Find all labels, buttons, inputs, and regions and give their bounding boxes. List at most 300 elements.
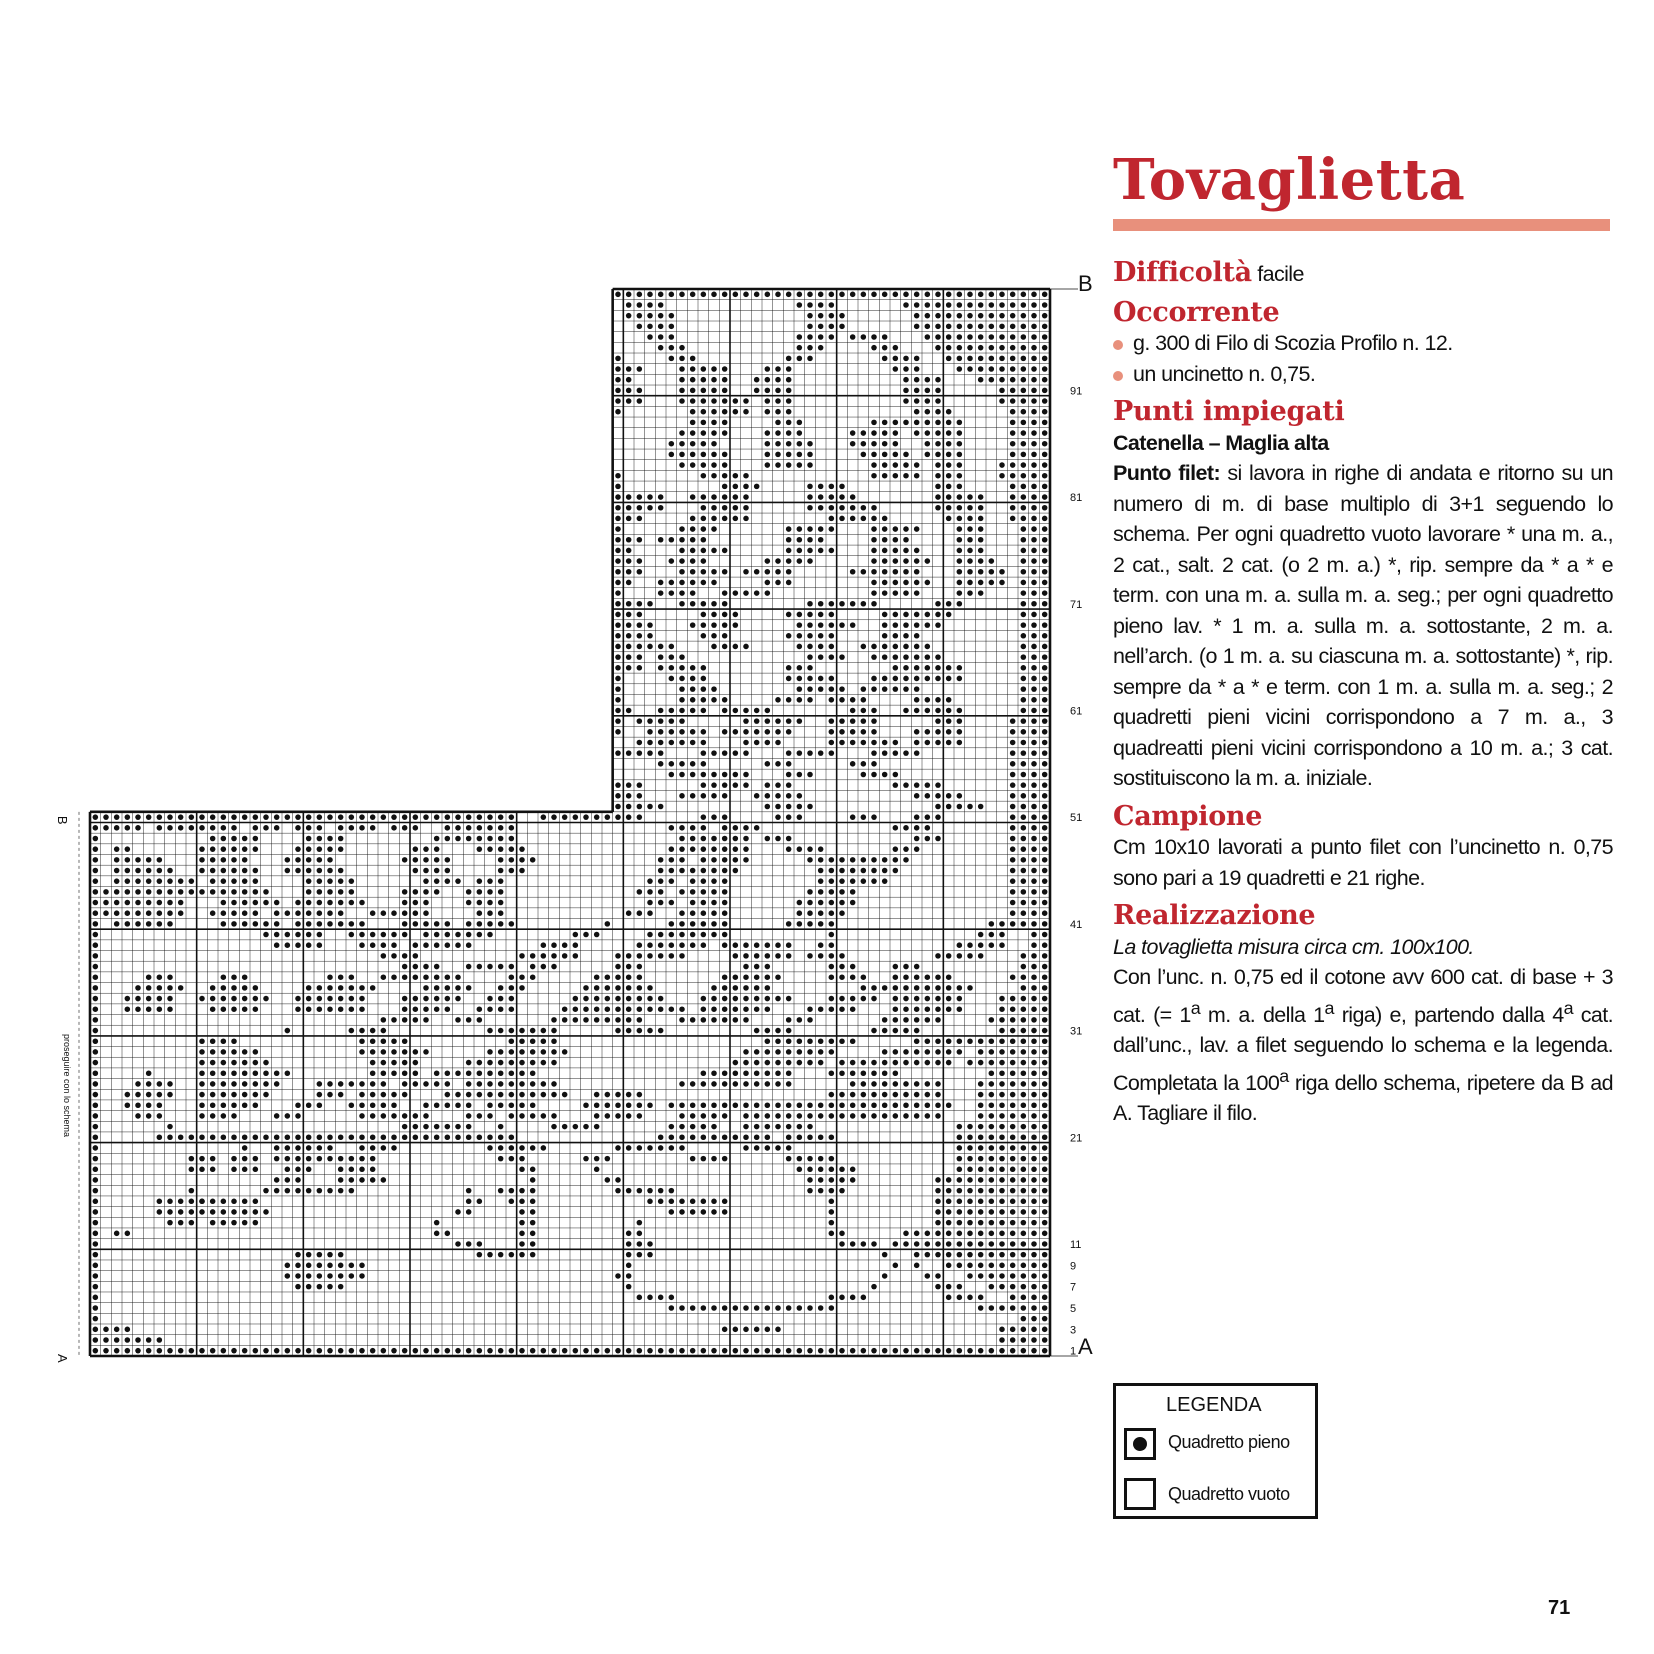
filled-square-dot [690,793,696,799]
filled-square-dot [157,1092,163,1098]
filled-square-dot [594,1113,600,1119]
filled-square-dot [679,857,685,863]
filled-square-dot [797,558,803,564]
filled-square-dot [167,985,173,991]
filled-square-dot [541,1038,547,1044]
filled-square-dot [1031,601,1037,607]
filled-square-dot [1021,900,1027,906]
filled-square-dot [786,1028,792,1034]
filled-square-dot [903,377,909,383]
filled-square-dot [765,996,771,1002]
filled-square-dot [402,974,408,980]
filled-square-dot [637,1102,643,1108]
filled-square-dot [1031,676,1037,682]
filled-square-dot [519,1113,525,1119]
filled-square-dot [701,633,707,639]
filled-square-dot [871,516,877,522]
filled-square-dot [359,1006,365,1012]
filled-square-dot [530,1049,536,1055]
filled-square-dot [306,1263,312,1269]
filled-square-dot [946,601,952,607]
filled-square-dot [135,910,141,916]
filled-square-dot [349,974,355,980]
filled-square-dot [775,1113,781,1119]
filled-square-dot [1042,676,1048,682]
filled-square-dot [669,676,675,682]
filled-square-dot [605,1102,611,1108]
filled-square-dot [893,462,899,468]
filled-square-dot [1021,484,1027,490]
filled-square-dot [413,1070,419,1076]
filled-square-dot [690,1113,696,1119]
filled-square-dot [807,462,813,468]
filled-square-dot [690,868,696,874]
filled-square-dot [637,1017,643,1023]
filled-square-dot [711,430,717,436]
filled-square-dot [1021,1337,1027,1343]
filled-square-dot [989,1124,995,1130]
filled-square-dot [647,804,653,810]
filled-square-dot [733,985,739,991]
filled-square-dot [946,430,952,436]
filled-square-dot [967,1241,973,1247]
filled-square-dot [786,697,792,703]
filled-square-dot [434,932,440,938]
filled-square-dot [349,878,355,884]
filled-square-dot [487,996,493,1002]
filled-square-dot [210,814,216,820]
filled-square-dot [466,836,472,842]
filled-square-dot [146,1092,152,1098]
filled-square-dot [519,1348,525,1354]
filled-square-dot [370,1145,376,1151]
filled-square-dot [871,654,877,660]
filled-square-dot [530,857,536,863]
filled-square-dot [253,878,259,884]
filled-square-dot [850,697,856,703]
filled-square-dot [306,1134,312,1140]
filled-square-dot [861,1070,867,1076]
filled-square-dot [306,889,312,895]
filled-square-dot [914,1060,920,1066]
filled-square-dot [807,633,813,639]
filled-square-dot [679,366,685,372]
filled-square-dot [509,1252,515,1258]
filled-square-dot [423,974,429,980]
filled-square-dot [157,974,163,980]
filled-square-dot [349,1348,355,1354]
filled-square-dot [978,1060,984,1066]
filled-square-dot [1010,1241,1016,1247]
filled-square-dot [935,665,941,671]
filled-square-dot [989,302,995,308]
filled-square-dot [861,729,867,735]
filled-square-dot [519,1028,525,1034]
filled-square-dot [1042,900,1048,906]
filled-square-dot [711,494,717,500]
filled-square-dot [893,1006,899,1012]
filled-square-dot [946,1252,952,1258]
filled-square-dot [221,1220,227,1226]
filled-square-dot [669,1209,675,1215]
filled-square-dot [775,836,781,842]
filled-square-dot [903,654,909,660]
filled-square-dot [1010,1273,1016,1279]
filled-square-dot [722,1102,728,1108]
filled-square-dot [509,921,515,927]
filled-square-dot [189,1199,195,1205]
filled-square-dot [1042,1327,1048,1333]
filled-square-dot [263,1070,269,1076]
filled-square-dot [1042,761,1048,767]
filled-square-dot [967,942,973,948]
filled-square-dot [338,1188,344,1194]
filled-square-dot [893,633,899,639]
filled-square-dot [775,377,781,383]
filled-square-dot [754,1124,760,1130]
filled-square-dot [381,1134,387,1140]
filled-square-dot [1031,974,1037,980]
filled-square-dot [701,932,707,938]
filled-square-dot [978,1305,984,1311]
filled-square-dot [669,324,675,330]
filled-square-dot [925,409,931,415]
filled-square-dot [722,836,728,842]
filled-square-dot [967,356,973,362]
filled-square-dot [861,996,867,1002]
filled-square-dot [615,601,621,607]
filled-square-dot [349,1167,355,1173]
filled-square-dot [125,846,131,852]
filled-square-dot [711,516,717,522]
filled-square-dot [274,1156,280,1162]
filled-square-dot [946,1209,952,1215]
filled-square-dot [925,708,931,714]
filled-square-dot [925,558,931,564]
filled-square-dot [413,814,419,820]
filled-square-dot [349,1177,355,1183]
filled-square-dot [295,1102,301,1108]
filled-square-dot [722,1305,728,1311]
filled-square-dot [829,601,835,607]
filled-square-dot [199,814,205,820]
filled-square-dot [903,622,909,628]
filled-square-dot [1021,1220,1027,1226]
filled-square-dot [370,1167,376,1173]
filled-square-dot [818,633,824,639]
filled-square-dot [957,1134,963,1140]
filled-square-dot [509,1113,515,1119]
filled-square-dot [701,462,707,468]
filled-square-dot [989,345,995,351]
filled-square-dot [797,452,803,458]
filled-square-dot [978,1124,984,1130]
filled-square-dot [989,932,995,938]
filled-square-dot [903,569,909,575]
filled-square-dot [786,665,792,671]
filled-square-dot [711,1006,717,1012]
filled-square-dot [263,1209,269,1215]
filled-square-dot [455,814,461,820]
filled-square-dot [1031,462,1037,468]
filled-square-dot [978,292,984,298]
filled-square-dot [135,868,141,874]
filled-square-dot [541,1092,547,1098]
filled-square-dot [1031,452,1037,458]
filled-square-dot [722,942,728,948]
filled-square-dot [978,1038,984,1044]
filled-square-dot [722,484,728,490]
filled-square-dot [797,814,803,820]
filled-square-dot [957,1049,963,1055]
filled-square-dot [1010,1284,1016,1290]
filled-square-dot [423,1113,429,1119]
filled-square-dot [733,590,739,596]
filled-square-dot [701,708,707,714]
filled-square-dot [263,825,269,831]
filled-square-dot [434,878,440,884]
filled-square-dot [1042,569,1048,575]
filled-square-dot [103,889,109,895]
filled-square-dot [903,452,909,458]
filled-square-dot [306,942,312,948]
filled-square-dot [306,1348,312,1354]
row-number-label: 51 [1070,812,1083,825]
filled-square-dot [210,857,216,863]
filled-square-dot [967,1156,973,1162]
filled-square-dot [637,505,643,511]
filled-square-dot [690,1209,696,1215]
filled-square-dot [242,1081,248,1087]
filled-square-dot [775,430,781,436]
filled-square-dot [967,590,973,596]
filled-square-dot [669,452,675,458]
filled-square-dot [839,686,845,692]
filled-square-dot [935,1177,941,1183]
filled-square-dot [1042,1263,1048,1269]
filled-square-dot [157,878,163,884]
filled-square-dot [989,1167,995,1173]
filled-square-dot [711,452,717,458]
filled-square-dot [178,1220,184,1226]
filled-square-dot [274,1145,280,1151]
filled-square-dot [487,1252,493,1258]
filled-square-dot [263,900,269,906]
filled-square-dot [327,900,333,906]
filled-square-dot [903,526,909,532]
filled-square-dot [946,516,952,522]
filled-square-dot [957,1252,963,1258]
filled-square-dot [637,974,643,980]
filled-square-dot [797,1124,803,1130]
filled-square-dot [690,1124,696,1130]
filled-square-dot [786,953,792,959]
filled-square-dot [221,900,227,906]
filled-square-dot [242,868,248,874]
filled-square-dot [861,718,867,724]
filled-square-dot [1042,409,1048,415]
filled-square-dot [1042,462,1048,468]
filled-square-dot [701,292,707,298]
filled-square-dot [797,1113,803,1119]
filled-square-dot [626,601,632,607]
filled-square-dot [989,580,995,586]
filled-square-dot [882,1060,888,1066]
filled-square-dot [157,1134,163,1140]
filled-square-dot [679,846,685,852]
filled-square-dot [946,665,952,671]
filled-square-dot [498,1092,504,1098]
filled-square-dot [957,302,963,308]
filled-square-dot [829,313,835,319]
filled-square-dot [818,612,824,618]
filled-square-dot [477,846,483,852]
filled-square-dot [999,569,1005,575]
filled-square-dot [306,1167,312,1173]
filled-square-dot [871,569,877,575]
filled-square-dot [957,516,963,522]
filled-square-dot [199,846,205,852]
filled-square-dot [1031,697,1037,703]
filled-square-dot [946,292,952,298]
filled-square-dot [989,1049,995,1055]
filled-square-dot [1021,334,1027,340]
filled-square-dot [359,1177,365,1183]
filled-square-dot [370,1113,376,1119]
filled-square-dot [818,942,824,948]
filled-square-dot [615,665,621,671]
filled-square-dot [530,1199,536,1205]
filled-square-dot [391,974,397,980]
filled-square-dot [1010,921,1016,927]
filled-square-dot [893,964,899,970]
filled-square-dot [701,676,707,682]
filled-square-dot [1010,366,1016,372]
filled-square-dot [797,612,803,618]
row-number-label: 11 [1070,1238,1082,1251]
filled-square-dot [775,1102,781,1108]
filled-square-dot [487,910,493,916]
filled-square-dot [807,1134,813,1140]
filled-square-dot [722,793,728,799]
filled-square-dot [743,964,749,970]
filled-square-dot [615,366,621,372]
bullet-icon [1113,371,1123,381]
filled-square-dot [797,921,803,927]
filled-square-dot [903,356,909,362]
filled-square-dot [114,1337,120,1343]
filled-square-dot [1010,857,1016,863]
filled-square-dot [893,1017,899,1023]
filled-square-dot [957,334,963,340]
filled-square-dot [914,1102,920,1108]
filled-square-dot [935,601,941,607]
filled-square-dot [733,1102,739,1108]
filled-square-dot [999,1348,1005,1354]
filled-square-dot [349,921,355,927]
filled-square-dot [391,814,397,820]
filled-square-dot [935,441,941,447]
filled-square-dot [786,772,792,778]
filled-square-dot [786,1081,792,1087]
filled-square-dot [1042,1177,1048,1183]
filled-square-dot [221,1049,227,1055]
filled-square-dot [637,644,643,650]
filled-square-dot [754,1060,760,1066]
filled-square-dot [722,601,728,607]
filled-square-dot [743,569,749,575]
filled-square-dot [359,1348,365,1354]
materials-item-text: g. 300 di Filo di Scozia Profilo n. 12. [1133,331,1453,355]
filled-square-dot [946,420,952,426]
filled-square-dot [615,1028,621,1034]
filled-square-dot [615,793,621,799]
filled-square-dot [850,1167,856,1173]
filled-square-dot [1031,718,1037,724]
filled-square-dot [967,345,973,351]
filled-square-dot [690,1348,696,1354]
filled-square-dot [455,1070,461,1076]
filled-square-dot [893,1102,899,1108]
filled-square-dot [1021,846,1027,852]
filled-square-dot [637,569,643,575]
filled-square-dot [327,974,333,980]
filled-square-dot [679,1017,685,1023]
filled-square-dot [1010,793,1016,799]
filled-square-dot [999,1006,1005,1012]
filled-square-dot [807,1113,813,1119]
filled-square-dot [221,985,227,991]
filled-square-dot [1010,804,1016,810]
filled-square-dot [1021,569,1027,575]
filled-square-dot [1031,1038,1037,1044]
filled-square-dot [711,622,717,628]
filled-square-dot [605,921,611,927]
filled-square-dot [690,398,696,404]
filled-square-dot [903,366,909,372]
filled-square-dot [818,537,824,543]
filled-square-dot [221,825,227,831]
filled-square-dot [733,1017,739,1023]
filled-square-dot [231,1209,237,1215]
filled-square-dot [317,889,323,895]
filled-square-dot [978,1113,984,1119]
filled-square-dot [1021,836,1027,842]
filled-square-dot [1042,825,1048,831]
filled-square-dot [946,1241,952,1247]
filled-square-dot [786,804,792,810]
filled-square-dot [839,654,845,660]
filled-square-dot [1010,878,1016,884]
filled-square-dot [946,1295,952,1301]
filled-square-dot [498,1006,504,1012]
filled-square-dot [231,910,237,916]
filled-square-dot [306,1273,312,1279]
filled-square-dot [253,1156,259,1162]
filled-square-dot [487,814,493,820]
filled-square-dot [530,1113,536,1119]
filled-square-dot [967,1231,973,1237]
filled-square-dot [711,1209,717,1215]
filled-square-dot [541,964,547,970]
filled-square-dot [1021,452,1027,458]
filet-stitch-description: si lavora in righe di andata e ritorno su un numero di m. di base multiplo di 3+1 seguendo lo schema. Per ogni quadretto vuoto lavorare * una m. a., 2 cat., salt. 2 cat. (o 2 m. a.) *, rip. sempre da * a * e term. con una m. a. sulla m. a. seg.; per ogni quadretto pieno lav. * 1 m. a. sulla m. a. sottostante, 2 m. a. nell’arch. (o 1 m. a. su ciascuna m. a. sottostante) *, rip. sempre da * a * e term. con 1 m. a. sulla m. a. seg.; 2 quadretti pieni vicini corrispondono a 7 m. a., 3 quadreatti pieni vicini corrispondono a 10 m. a.; 3 cat. sostituiscono la m. a. iniziale. [1113,461,1614,790]
filled-square-dot [242,1092,248,1098]
filled-square-dot [871,985,877,991]
filled-square-dot [679,942,685,948]
filled-square-dot [946,996,952,1002]
filled-square-dot [1021,1199,1027,1205]
